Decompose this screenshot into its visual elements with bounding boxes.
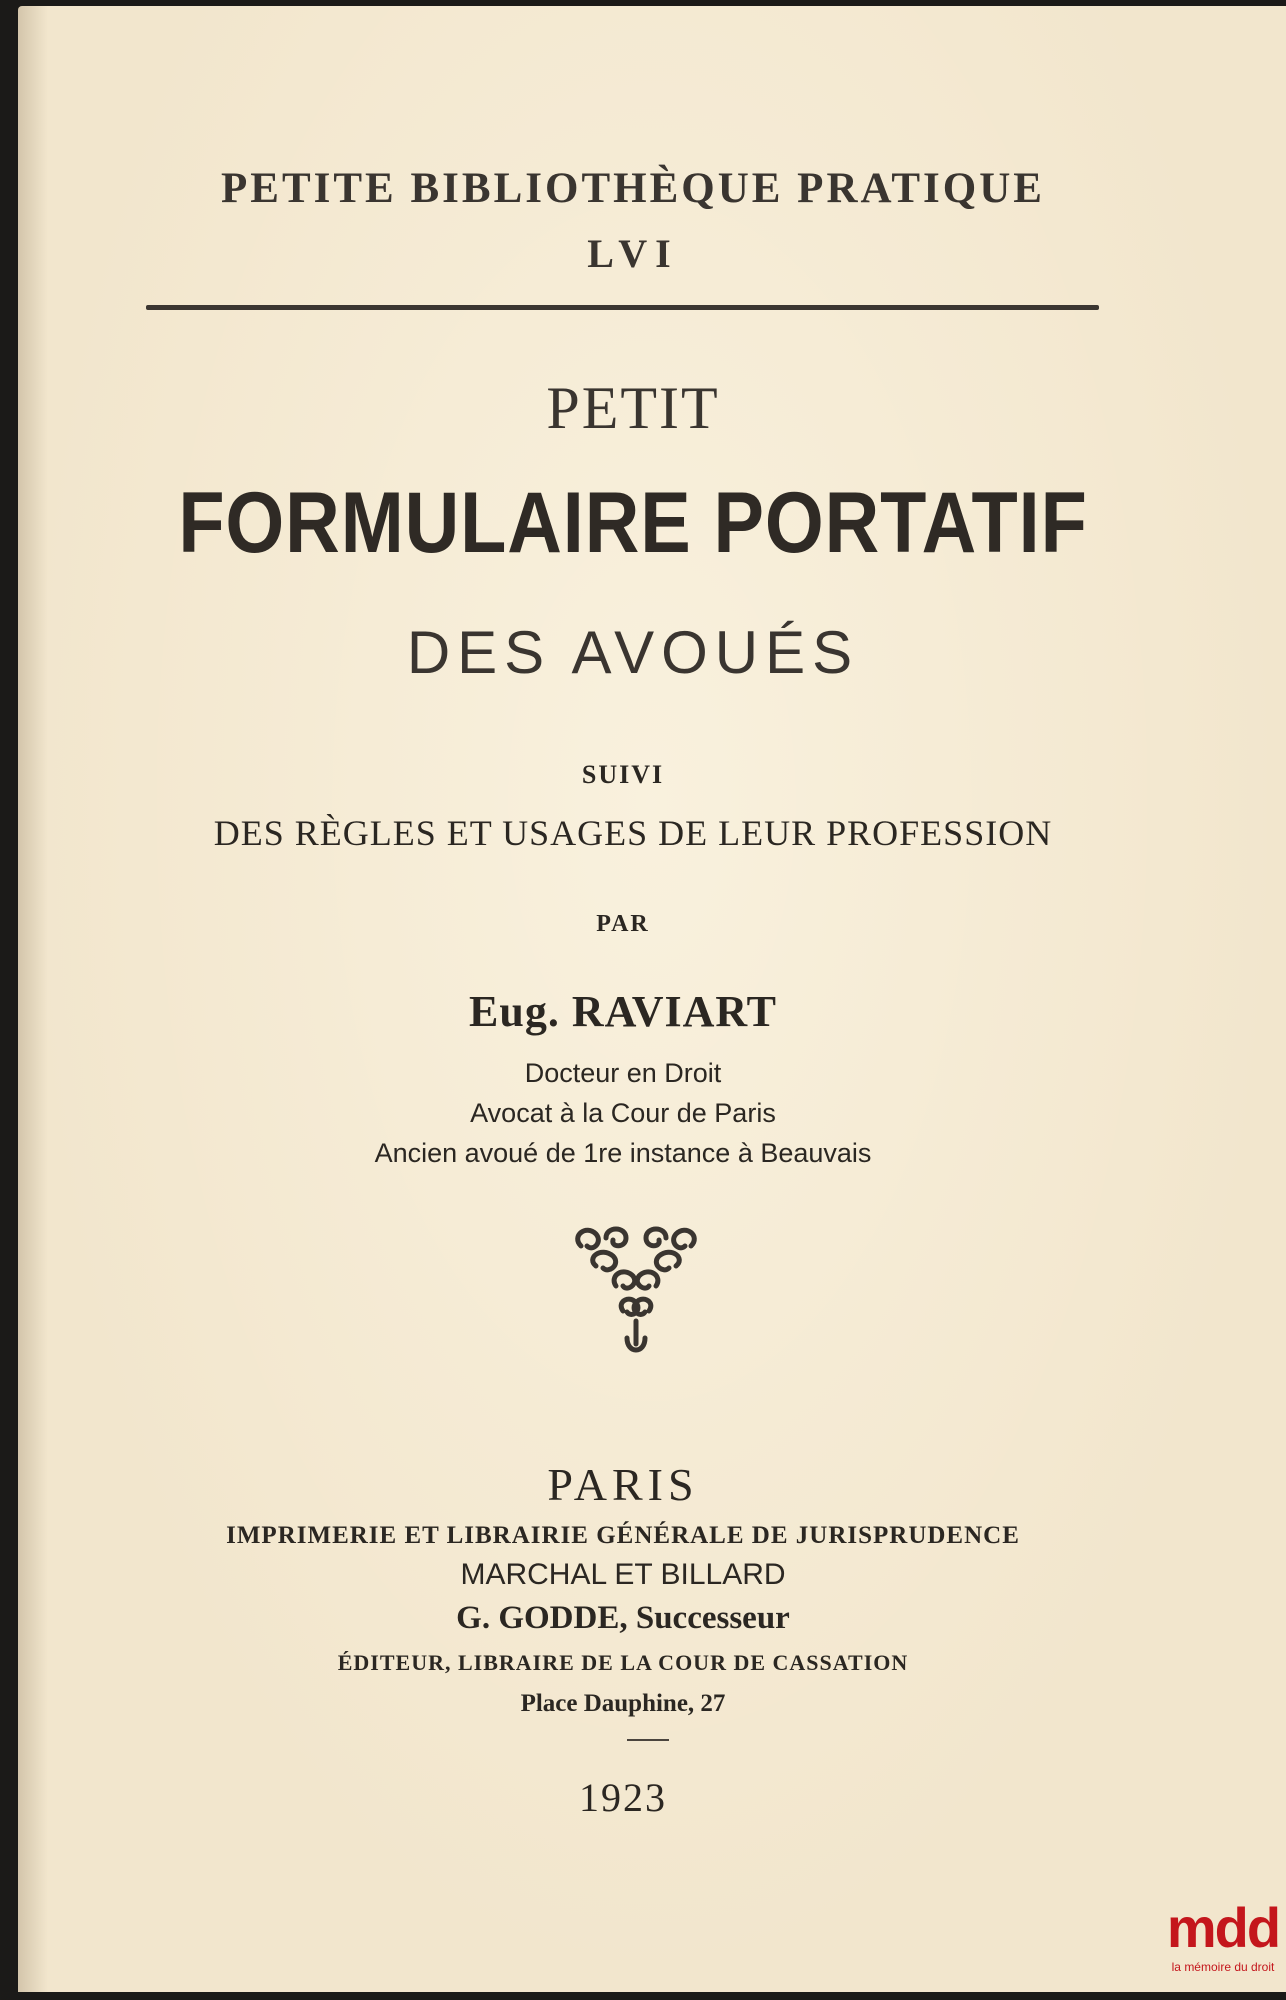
author-name: Eug. RAVIART: [469, 987, 777, 1036]
series-number: LVI: [587, 231, 679, 276]
publisher-city: PARIS: [547, 1459, 699, 1510]
publisher-line-3: G. GODDE, Successeur: [456, 1600, 790, 1636]
publisher-line-4: ÉDITEUR, LIBRAIRE DE LA COUR DE CASSATION: [337, 1650, 909, 1675]
header-rule: [146, 305, 1099, 310]
author-credential-3: Ancien avoué de 1re instance à Beauvais: [374, 1138, 872, 1168]
fleuron-ornament-icon: [561, 1216, 711, 1366]
author-credential-2: Avocat à la Cour de Paris: [470, 1098, 776, 1128]
publisher-address: Place Dauphine, 27: [520, 1690, 726, 1717]
year-rule: [627, 1739, 669, 1741]
publisher-line-1: IMPRIMERIE ET LIBRAIRIE GÉNÉRALE DE JURISPRUDENCE: [226, 1522, 1020, 1549]
publication-year: 1923: [579, 1775, 667, 1820]
publisher-line-2: MARCHAL ET BILLARD: [460, 1558, 786, 1591]
subtitle-intro: SUIVI: [581, 760, 665, 789]
subtitle-text: DES RÈGLES ET USAGES DE LEUR PROFESSION: [213, 813, 1053, 853]
watermark-tagline: la mémoire du droit: [1171, 1960, 1275, 1974]
author-credential-1: Docteur en Droit: [524, 1058, 722, 1088]
watermark-mark: mdd: [1166, 1896, 1280, 1959]
watermark-logo: [1148, 1896, 1286, 1986]
series-name: PETITE BIBLIOTHÈQUE PRATIQUE: [221, 165, 1045, 212]
title-line-1: PETIT: [546, 375, 720, 441]
author-by: PAR: [596, 911, 650, 937]
title-line-2: FORMULAIRE PORTATIF: [178, 475, 1088, 571]
title-page: [18, 6, 1286, 1992]
title-line-3: DES AVOUÉS: [406, 619, 860, 686]
